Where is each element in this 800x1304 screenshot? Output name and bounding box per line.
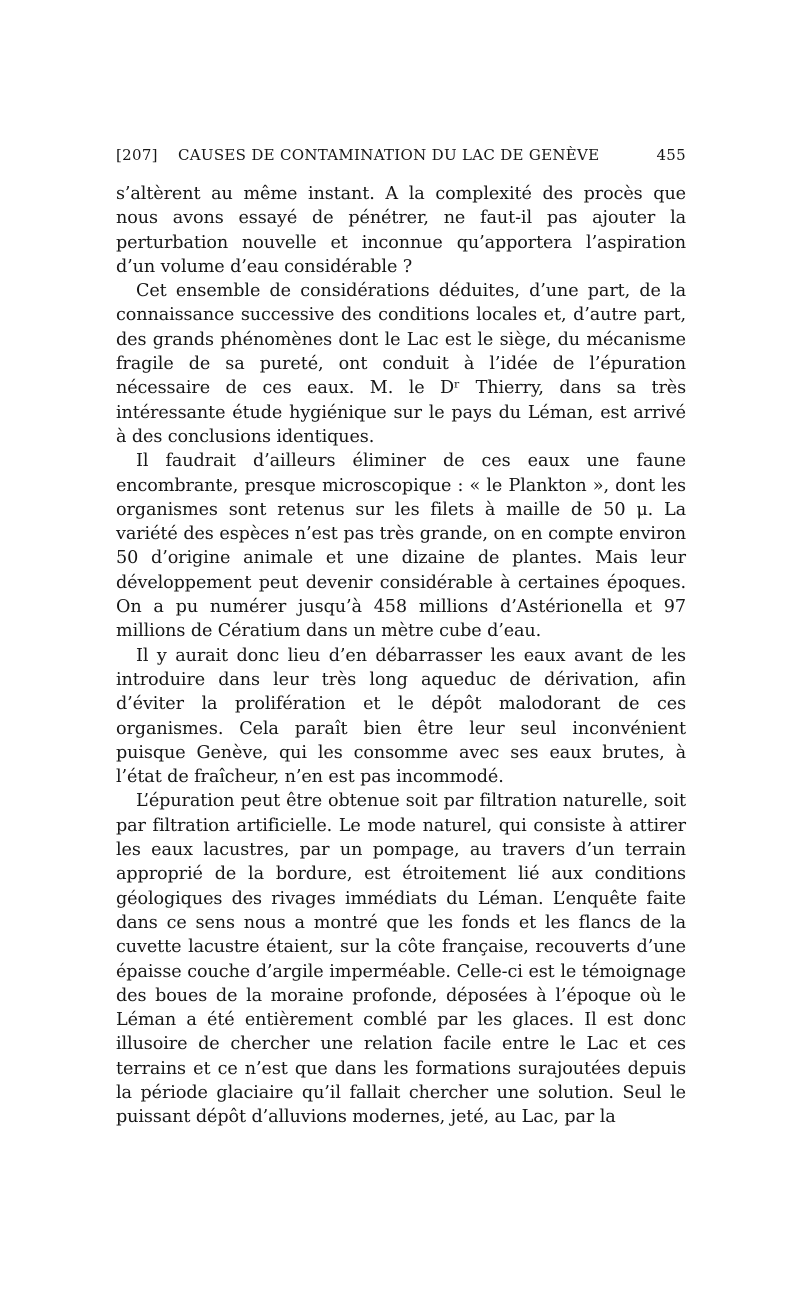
- paragraph: Il faudrait d’ailleurs éliminer de ces eaux une faune encombrante, presque microscopique : « le Plankton », dont les organismes sont retenus sur les filets à maille de 50 μ. La variété des espèces n’est pas très grande, on en compte environ 50 d’origine animale et une dizaine de plantes. Mais leur développement peut devenir considérable à certaines époques. On a pu numérer jusqu’à 458 millions d’Astérionella et 97 millions de Cératium dans un mètre cube d’eau.: [116, 451, 686, 642]
- page-number: 455: [656, 146, 686, 164]
- running-header: [116, 146, 686, 168]
- section-reference: [207]: [116, 146, 158, 164]
- paragraph: L’épuration peut être obtenue soit par filtration naturelle, soit par filtration artificielle. Le mode naturel, qui consiste à attirer les eaux lacustres, par un pompage, au travers d’un terrain approprié de la bordure, est étroitement lié aux conditions géologiques des rivages immédiats du Léman. L’enquête faite dans ce sens nous a montré que les fonds et les flancs de la cuvette lacustre étaient, sur la côte française, recouverts d’une épaisse couche d’argile imperméable. Celle-ci est le témoignage des boues de la moraine profonde, déposées à l’époque où le Léman a été entièrement comblé par les glaces. Il est donc illusoire de chercher une relation facile entre le Lac et ces terrains et ce n’est que dans les formations surajoutées depuis la période glaciaire qu’il fallait chercher une solution. Seul le puissant dépôt d’alluvions modernes, jeté, au Lac, par la: [116, 791, 686, 1128]
- book-page: [116, 146, 686, 1130]
- body-text: [116, 182, 686, 1130]
- running-title: CAUSES DE CONTAMINATION DU LAC DE GENÈVE: [178, 146, 600, 164]
- paragraph-continued: s’altèrent au même instant. A la complexité des procès que nous avons essayé de pénétrer, ne faut-il pas ajouter la perturbation nouvelle et inconnue qu’apportera l’aspiration d’un volume d’eau considérable ?: [116, 184, 686, 277]
- paragraph: Cet ensemble de considérations déduites, d’une part, de la connaissance successive des conditions locales et, d’autre part, des grands phénomènes dont le Lac est le siège, du mécanisme fragile de sa pureté, ont conduit à l’idée de l’épuration nécessaire de ces eaux. M. le Dʳ Thierry, dans sa très intéressante étude hygiénique sur le pays du Léman, est arrivé à des conclusions identiques.: [116, 281, 686, 447]
- paragraph: Il y aurait donc lieu d’en débarrasser les eaux avant de les introduire dans leur très long aqueduc de dérivation, afin d’éviter la prolifération et le dépôt malodorant de ces organismes. Cela paraît bien être leur seul inconvénient puisque Genève, qui les consomme avec ses eaux brutes, à l’état de fraîcheur, n’en est pas incommodé.: [116, 645, 686, 788]
